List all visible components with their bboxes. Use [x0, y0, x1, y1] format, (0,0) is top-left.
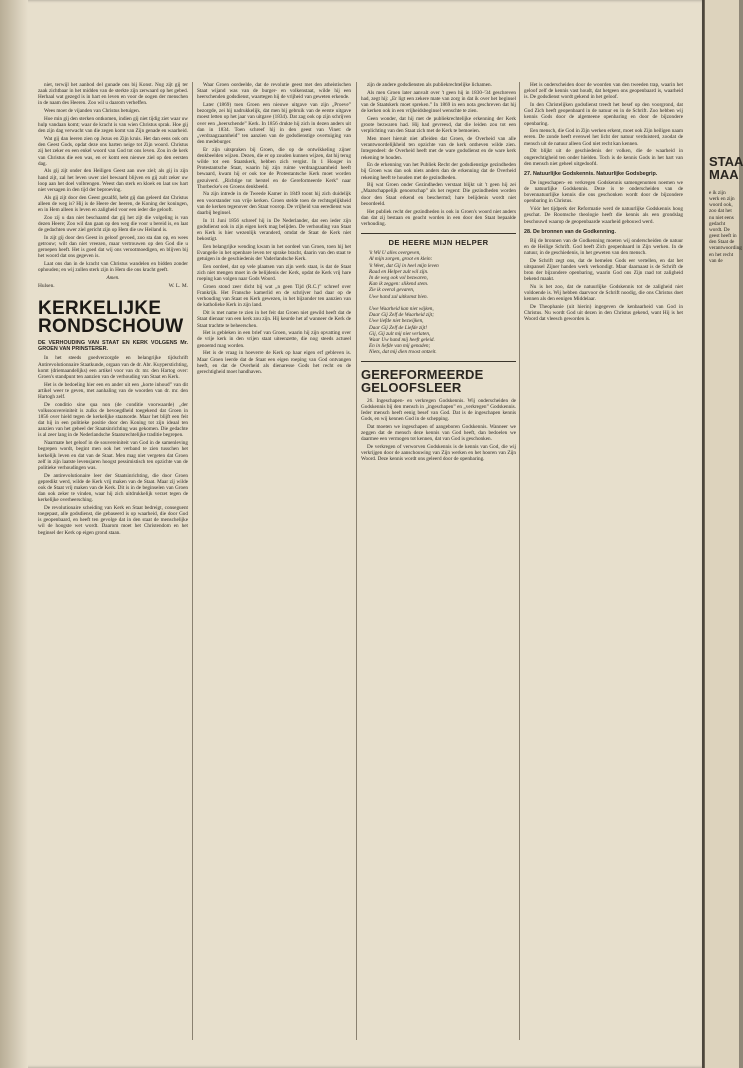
section-subheading: 27. Natuurlijke Godskennis. Natuurlijke Godsbegrip.	[524, 170, 658, 177]
paragraph: Als men Groen later aanvalt over 't geen hij in 1830–'34 geschreven had, zegt hij: „Er ligt een zekere mate van zorg in dat ik over het beginsel van de Staatskerk moet spreken.” In 1869 in een nota geschreven dat hij de kerken ook in een vrijheidsbeginsel wenschte te zien.	[361, 89, 516, 115]
paragraph: Dat moeten we ingeschapen of aangeboren Godskennis. Wanneer we zeggen dat de mensch deze kennis van God heeft, dan bedoelen we daarmee een vermogen tot kennen, dat van God is geschonken.	[361, 423, 516, 443]
paragraph: Het is gebleken in een brief van Groen, waarin hij zijn opvatting over de vrije kerk in den vrijen staat uiteenzette, die nog steeds actueel genoemd mag worden.	[197, 330, 351, 349]
paragraph: De revolutionaire scheiding van Kerk en Staat bedreigt, conseguent toegepast, alle godsdienst, die gebaseerd is op waarheid, die door God is geopenbaard, en heeft ten gevolge dat in den staat de menschelijke wil de hoogste wet wordt. Daarom moet het Christendom en het beginsel der Kerk op eigen grond staan.	[38, 504, 188, 536]
poem-line: Gij, Gij zult mij niet verlaten,	[369, 330, 431, 337]
paragraph: De verkregen of verworven Godskennis is de kennis van God, die wij verkrijgen door de aanschouwing van Zijn werken en het hooren van Zijn Woord. Deze kennis wordt ons geleerd door de openbaring.	[361, 443, 516, 463]
paragraph: De conditio sine qua non (de conditie voorwaarde) „der volkssouvereiniteit is zulks de bevoegdheid toegekend dat Groen in 1856 over hield tegen de kerkelijke staatsorde. Maar het blijft een feit dat hij in een politieke positie door den Koning tot zijn ideaal ten aanzien van het geheel der Staatsinrichting was gekomen. Die gedachte is al zeer lang in de Nederlandsche Staatsrechtelijke traditie begrepen.	[38, 401, 188, 439]
paragraph: Bij de bronnen van de Godkenning moeten wij onderscheiden de natuur en de Heilige Schrift. God heeft Zich geopenbaard in Zijn werken. In de natuur, in de geschiedenis, in het geweten van den mensch.	[524, 237, 683, 257]
paragraph: Het is de vraag in hoeverre de Kerk op haar eigen erf gebleven is. Maar Groen leerde dat de Staat een eigen roeping van God ontvangen heeft, en dat de Overheid als dienaresse Gods het recht en de gerechtigheid moet handhaven.	[197, 350, 351, 375]
paragraph: Men moet hieruit niet afleiden dat Groen, de Overheid van alle verantwoordelijkheid ten opzichte van de kerk ontheven wilde zien. Integendeel: de Overheid heeft met de ware godsdienst en de ware kerk rekening te houden.	[361, 136, 516, 161]
paragraph: Er zijn uitspraken bij Groen, die op de ontwikkeling zijner denkbeelden wijzen. Dezen, die er op zouden kunnen wijzen, dat hij terug wilde tot een Staatskerk, hebben zich vergist. In 1 Hooger in Protestantsche Staat, waarin hij zijn ruime verdraagzaamheid heeft bewaard, kwam hij er ook toe de Protestantsche Kerk moet worden gezuiverd. „Richtige tot herstel en de Gereformeerde Kerk” naar Thorbecke's en Groens denkbeeld.	[197, 146, 351, 190]
paragraph: De Schrift zegt ons, dat de hemelen Gods eer vertellen, en dat het uitspansel Zijner handen werk verkondigt. Maar daarnaast is de Schrift de bron der bijzondere openbaring, waarin God ons Zijn raad tot zaligheid bekend maakt.	[524, 257, 683, 283]
paragraph: Laat ons dan in de kracht van Christus wandelen en bidden zonder ophouden; en wij zullen sterk zijn in Hem die ons kracht geeft.	[38, 260, 188, 274]
paragraph: 26. Ingeschapen- en verkregen Godskennis. Wij onderscheiden de Godskennis bij den mensch in „ingeschapen” en „verkregen” Godskennis. Ieder mensch heeft eenig besef van God. Dat is de ingeschapen kennis Gods, en wij kennen God in de schepping.	[361, 397, 516, 423]
section-heading: GEREFORMEERDE GELOOFSLEER	[361, 366, 484, 395]
poem-line: Zie ik overal gevaren,	[369, 287, 415, 294]
poem-line: Kan ik zeggen: slikend stem.	[369, 281, 429, 288]
paragraph: Een oordeel, dat op vele plaatsen van zijn werk staat, is dat de Staat zich niet mengen moet in de belijdenis der Kerk, opdat de Kerk vrij hare roeping kan volgen naar Gods Woord.	[197, 263, 351, 283]
column-1	[38, 82, 188, 1039]
column-rule	[356, 82, 357, 1040]
paragraph: In zijt gij door den Geest in geloof gevoed, zoo sta dan op, en wees getrouw; wilt dan niet vreezen, maar vertrouwen op den God die u geroepen heeft. Het is goed dat wij ons verootmoedigen, en blijven bij het woord dat ons gegeven is.	[38, 234, 188, 260]
poem-line: Niets, dat mij dien troost ontzeit.	[369, 349, 437, 356]
byline-place: Hulsen.	[38, 283, 55, 290]
paragraph: zijn de andere godsdiensten als publiekrechtelijke lichamen.	[367, 82, 492, 88]
paragraph: De Theophanie (uit hierin) ingegeven de kenbaarheid van God in Christus. Nu wordt God uit dezen in den Christus gekend, want Hij is het Woord dat vleesch geworden is.	[524, 304, 683, 323]
paragraph: En de erkenning van het Publiek Recht der godsdienstige gezindheden bij Groen was dan ook niets anders dan de erkenning dat de Overheid rekening heeft te houden met de gezindheden.	[361, 162, 516, 181]
paragraph: Dit is met name te zien in het feit dat Groen niet gewild heeft dat de Staat dienaar van een kerk zou zijn. Hij keurde het af wanneer de Kerk de Staat trachtte te beheerschen.	[197, 310, 351, 329]
paragraph: Na zijn intrede in de Tweede Kamer in 1849 toont hij zich duidelijk een voorstander van vrije kerken. Groen stelde toen de rechtsgelijkheid van de kerken tegenover den Staat voorop. De vrijheid van eeredienst was daarbij beginsel.	[197, 191, 351, 216]
poem-line: Uwe Waarheid kan niet wijken,	[369, 305, 434, 312]
poem-line: Uwe liefde niet bezwijken,	[369, 318, 424, 325]
paragraph: Een belangrijke wending kwam in het oordeel van Groen, toen hij het Evangelie in het openbare leven ter sprake bracht, daarin van den staat te getuigen in de geschiedenis der Vaderlandsche Kerk.	[197, 243, 351, 263]
paragraph: Groen stond zeer dicht bij wat „n geen Tijd (R.C.)” schreef over Frankrijk. Het Fransche kamerlid en de schrijver had daar op de verhouding van Staat en Kerk gewezen, in het bijzonder ten aanzien van de katholieke Kerk in zijn land.	[197, 284, 351, 309]
next-page-text: e ik zijn werk en zijn woord ook, zoo dat het nu niet eens gedacht wordt. De geest heeft in den Staat de verantwoording en het recht van de	[709, 190, 742, 264]
byline	[38, 283, 188, 289]
poem-box	[361, 233, 516, 362]
section-subheading: 28. De bronnen van de Godkenning.	[524, 228, 616, 235]
column-3	[361, 82, 516, 1039]
paragraph: Geen wonder, dat hij met de publiekrechtelijke erkenning der Kerk groote bezwaren had. Hij had gevreesd, dat die leiden zou tot een verplichting van den Staat zich met de Kerk te bemoeien.	[361, 115, 516, 135]
paragraph: De ingeschapen- en verkregen Godskennis samengenomen noemen we de natuurlijke Godskennis. Deze is te onderscheiden van de bovennatuurlijke kennis die ons geschonken wordt door de bijzondere openbaring in Christus.	[524, 179, 683, 205]
column-4	[524, 82, 683, 1039]
paragraph: Later (1869) toen Groen een nieuwe uitgave van zijn „Proeve” bezorgde, zei hij nadrukkelijk, dat men bij gebruik van de eerste uitgave moest letten op het jaar van uitgave (1834). Dat zag ook op zijn schrijven over een „heerschende” Kerk. In 1856 drukte hij zich in dezen anders uit dan in 1834. Toen schreef hij in den geest van Vinet: de „verdraagzaamheid” ten aanzien van de godsdienstige overtuiging van den medeburger.	[197, 102, 351, 145]
poem-line: En in liefde van mij genaden;	[369, 343, 431, 350]
byline-author: W. L. M.	[168, 283, 188, 290]
poem-line: Daar Gij Zelf de Liefde zijt!	[369, 324, 428, 331]
paragraph: Waar Groen oordeelde, dat de revolutie geest met den atheistischen Staat wijand was van de burger- en volkenstaat, wilde hij een heerschenden godsdienst, waartegen hij de vrijheid van geweten erkende.	[197, 82, 351, 101]
column-rule	[519, 82, 520, 1040]
paragraph: Het is onderscheiden door de woorden van den tweeden trap, waarin het geloof zelf de kennis vast houdt, dat hetgeen ons geopenbaard is, waarheid is. De godsdienst wordt gekend in het geloof.	[524, 82, 683, 101]
paragraph: Bij wat Groen onder Gezindheden verstaat blijkt uit 't geen hij zei „Maatschappelijk genootschap” als het regent: Die gezindheden worden door den Staat erkend en beschermd; hare belijdenis wordt niet beoordeeld.	[361, 182, 516, 207]
paragraph: Het is de bedoeling hier een en ander uit een „korte inhoud” van dit artikel weer te geven, met aanhaling van de woorden van dr. mr. den Hartogh zelf.	[38, 381, 188, 400]
article-subheading: DE VERHOUDING VAN STAAT EN KERK VOLGENS Mr. GROEN VAN PRINSTERER.	[38, 339, 188, 352]
paragraph: Een mensch, die God in Zijn werken erkent, moet ook Zijn heiligen naam eeren. De zonde heeft evenwel het licht der natuur verduisterd, zoodat de mensch uit de natuur alleen God niet recht kan kennen.	[524, 128, 683, 147]
poem-line: Waar Uw hand mij heeft geleid.	[369, 337, 435, 343]
poem-line: Raad en Helper zult wil zijn.	[369, 268, 429, 275]
paragraph: Wees moet de vijanden van Christus betuigen.	[44, 108, 140, 115]
poem-line: In de weg ook vol bezwaren,	[369, 274, 428, 281]
paragraph: De antirevolutionaire leer der Staatsinrichting, die door Groen gepredikt werd, wilde de Kerk vrij maken van de Staat. Maar zij wilde ook de Staat vrij maken van de Kerk. Dit is in de beginselen van Groen dan ook zeker te vinden, waar hij zich uitdrukkelijk verzet tegen de kerkelijke overheersching.	[38, 472, 188, 504]
paragraph: niet, terwijl het aanbod del gunade ons bij Konst. Nog zijt gij ter zaak zichtbaar in het midden van de sterkte zijn zerwaard op het gebed. Herhaal wat gezegd is in hart en leven en voor de oogen der menschen in de naam des Heeren. Zoo wil u daarom verheffen.	[38, 82, 188, 107]
article-heading: KERKELIJKE RONDSCHOUW	[38, 297, 184, 337]
paragraph: Vóór het tijdperk der Reformatie werd de natuurlijke Godskennis hoog geschat. De Roomsche theologie heeft die kennis als een grondslag beschouwd waarop de geopenbaarde waarheid gebouwd werd.	[524, 206, 683, 225]
paragraph: Als gij zijt door den Geest gezalfd, hebt gij dan geleerd dat Christus alleen de weg is? Hij is de Heere der heeren, de Koning der koningen, en in Hem alleen is leven en zaligheid voor een ieder die gelooft.	[38, 194, 188, 213]
paragraph: In het steeds goedverzorgde en belangrijke tijdschrift Antirevolutionnaire Staatkunde, orgaan van de dr. Abr. Kuyperstichting, komt (driemaandelijks) een artikel voor van dr. mr. den Hartog over: Groen's standpunt ten aanzien van de verhouding van Staat en Kerk.	[38, 355, 188, 380]
paragraph: Naarmate het geloof in de souvereiniteit van God in de samenleving begrepen wordt, begint men ook het verband te zien tusschen het kerkelijk leven en dat van de Staat. Men mag niet vergeten dat Groen zelf in zijn laatste levensjaren hoogst pessimistisch ten opzichte van de politieke verhoudingen was.	[38, 440, 188, 471]
poem-line: 'k Weet, dat Gij in heel mijn leven	[369, 262, 439, 269]
paragraph: Dit blijkt uit de geschiedenis der volken, die de waarheid in ongerechtigheid ten onder hielden. Toch is de kennis Gods in het hart van den mensch niet geheel uitgedoofd.	[524, 148, 683, 167]
paragraph: Als gij zijt onder den Heiligen Geest aan uwe ziel; als gij in zijn hand zijt, zal het leven uwer ziel bewaard blijven en gij zult zeker uw loop aan het doel volbrengen. Weest dan sterk en kloek en laat uw hart niet versagen in den tijd der beproeving.	[38, 168, 188, 193]
paragraph: Wat gij dan leeren zien op Jezus en Zijn kruis. Het dan eens ook om den Geest Gods, opdat deze ons harten neige tot Zijn woord. Christus zij het zeker en een enkel woord van God tot ons leven. Zou in de kerk van Christus die een was, en er komt een nieuwe ziel op den eersten dag.	[38, 136, 188, 167]
column-rule	[192, 82, 193, 1040]
next-page-heading: STAA MAA	[709, 154, 743, 182]
poem-line: Daar Gij Zelf de Waarheid zijt;	[369, 312, 434, 319]
column-2	[197, 82, 351, 1039]
next-page-edge	[704, 0, 743, 1068]
paragraph: In 11 Juni 1856 schreef hij in De Nederlander, dat een ieder zijn godsdienst ook in zijn eigen kerk mag belijden. De verhouding van Staat en Kerk is hier wezenlijk veranderd, omdat de Staat de Kerk niet bekostigt.	[197, 217, 351, 243]
paragraph: In den Christelijken godsdienst treedt het besef op den voorgrond, dat God Zich heeft geopenbaard in de natuur en in de Schrift. Zoo hebben wij kennis Gods door de algemeene openbaring en door de bijzondere openbaring.	[524, 102, 683, 127]
paragraph: Zoo zij u dan niet beschaamd dat gij het zijt die volgeling is van dezen Heere; Zoo wil dan gaan op den weg die voor u bereid is, en laat de gedachten uwer ziel gericht zijn op Hem die uw Heiland is.	[38, 214, 188, 233]
poem-line: 'k Wil U alles overgeven,	[369, 250, 421, 257]
amen-line: Amen.	[106, 275, 120, 282]
poem-line: Al mijn zorgen, groot en klein:	[369, 256, 433, 263]
paragraph: Hoe min gij den sterken ontkomen, indien gij niet tijdig ziet waar uw hulp vandaan komt; waar de kracht is van wien Christus sprak. Hoe gij den zijn dag verwacht van die zegen komt van Zijn genade en waarheid.	[38, 115, 188, 135]
paragraph: Het publiek recht der gezindheden is ook in Groen's woord niet anders dan dat zij bestaan en geacht worden in een door den Staat bepaalde verhouding.	[361, 208, 516, 227]
poem-body	[361, 250, 516, 355]
paragraph: Nu is het zoo, dat de natuurlijke Godskennis tot de zaligheid niet voldoende is. Wij hebben daarvoor de Schrift noodig, die ons Christus doet kennen als den eenigen Middelaar.	[524, 284, 683, 303]
poem-heading: DE HEERE MIJN HELPER	[388, 238, 489, 247]
poem-line: Uwe hand zal uitkomst bien.	[369, 293, 428, 300]
